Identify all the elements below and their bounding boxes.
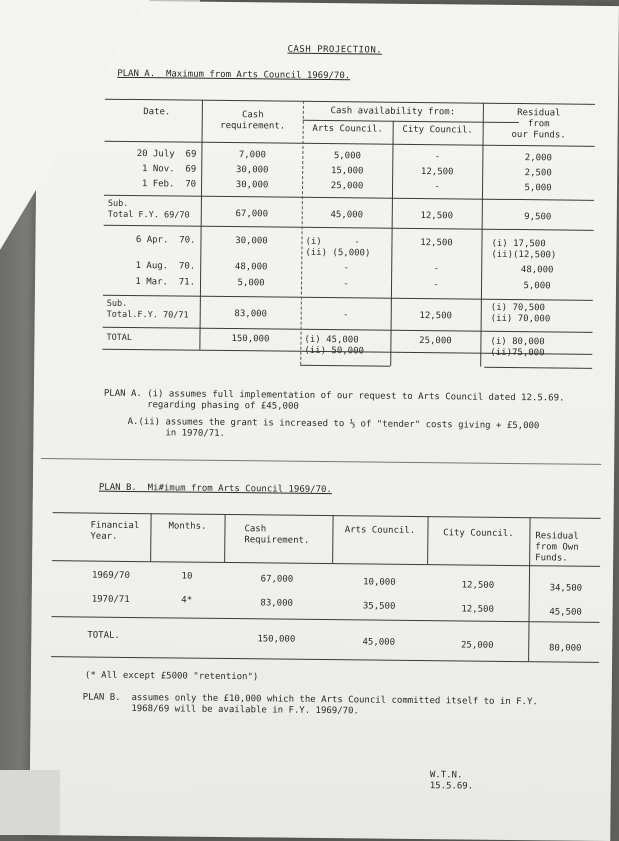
row-city: - (434, 152, 441, 163)
row-arts: 35,500 (362, 601, 396, 612)
row-date: 1 Feb. 70 (141, 179, 197, 190)
row-date: 1 Aug. 70. (135, 261, 196, 272)
row-city: - (434, 182, 440, 193)
subtotal-arts: 45,000 (330, 210, 364, 221)
subtotal-residual: (i) 70,500 (ii) 70,000 (490, 302, 551, 325)
document-page (29, 0, 619, 841)
plan-a-col-4 (480, 103, 484, 367)
subtotal-residual: 9,500 (524, 212, 552, 223)
plan-b-heading: PLAN B. Mi#imum from Arts Council 1969/70. (98, 482, 332, 496)
plan-a-top-rule (105, 99, 595, 105)
plan-a-col-2 (300, 101, 304, 365)
header-cash-requirement: Cash requirement. (220, 110, 286, 132)
row-residual: (i) 17,500 (ii)(12,500) (491, 238, 557, 261)
row-date: 1 Nov. 69 (141, 164, 197, 175)
plan-a-rule-5 (103, 327, 593, 333)
plan-b-col-5 (528, 517, 531, 661)
plan-a-total-box-rule (300, 365, 390, 367)
row-city: 12,500 (461, 580, 495, 591)
row-cash: 83,000 (260, 598, 293, 609)
plan-a-note-2: A.(ii) assumes the grant is increased to ⅓ of "tender" costs giving + £5,000 in 1970/71. (127, 416, 540, 439)
plan-a-heading: PLAN A. Maximum from Arts Council 1969/70. (117, 68, 351, 82)
plan-b-col-1 (150, 513, 152, 561)
total-arts: (i) 45,000 (ii) 50,000 (304, 334, 364, 357)
row-cash: 30,000 (235, 236, 268, 247)
row-arts: - (343, 279, 349, 290)
row-date: 20 July 69 (136, 149, 197, 160)
subtotal-city: 12,500 (419, 311, 453, 322)
subtotal-label: Sub. Total.F.Y. 70/71 (106, 298, 189, 321)
row-arts: (i) - (ii) (5,000) (305, 236, 371, 259)
total-label: TOTAL. (87, 630, 120, 641)
plan-b-rule (52, 616, 600, 623)
header-residual: Residual from Own Funds. (535, 531, 579, 564)
row-arts: 15,000 (330, 166, 364, 177)
row-cash: 7,000 (238, 150, 266, 161)
row-date: 6 Apr. 70. (135, 235, 196, 246)
header-months: Months. (168, 521, 207, 532)
plan-a-header-rule (105, 141, 595, 147)
total-label: TOTAL (106, 332, 133, 344)
row-arts: - (343, 263, 349, 274)
row-city: 12,500 (420, 238, 453, 249)
total-residual: (i) 80,000 (ii)75,000 (490, 336, 545, 359)
row-cash: 67,000 (260, 574, 294, 585)
header-cash-availability: Cash availability from: (330, 106, 456, 118)
row-residual: 2,000 (524, 153, 552, 164)
row-arts: 25,000 (330, 181, 364, 192)
total-cash: 150,000 (231, 334, 270, 345)
row-fy: 1969/70 (91, 570, 130, 581)
plan-b-header-rule (52, 560, 600, 567)
plan-a-rule-3 (104, 225, 594, 231)
row-cash: 30,000 (235, 180, 269, 191)
row-residual: 5,000 (523, 281, 551, 292)
plan-a-note-1: PLAN A. (i) assumes full implementation of our request to Arts Council dated 12.5.69. regarding phasing of £45,000 (103, 388, 565, 412)
row-city: 12,500 (420, 167, 454, 178)
row-date: 1 Mar. 71. (135, 277, 196, 288)
plan-b-col-2 (224, 514, 226, 562)
total-arts: 45,000 (362, 637, 396, 648)
plan-a-col-1 (199, 100, 203, 350)
row-cash: 30,000 (235, 165, 269, 176)
header-arts-council: Arts Council. (344, 525, 416, 536)
document-title: CASH PROJECTION. (287, 44, 383, 56)
subtotal-cash: 83,000 (234, 309, 268, 320)
row-fy: 1970/71 (91, 594, 130, 605)
subtotal-label: Sub. Total F.Y. 69/70 (107, 198, 190, 221)
total-city: 25,000 (419, 336, 452, 347)
row-months: 4* (181, 595, 193, 606)
total-residual: 80,000 (548, 643, 582, 654)
total-cash: 150,000 (257, 634, 296, 645)
subtotal-city: 12,500 (420, 211, 454, 222)
plan-b-bottom-rule (51, 656, 599, 663)
row-city: - (433, 264, 439, 275)
row-residual: 5,000 (524, 183, 552, 194)
subtotal-cash: 67,000 (235, 209, 269, 220)
header-residual: Residual from our Funds. (511, 108, 566, 141)
row-residual: 45,500 (549, 607, 582, 618)
plan-b-footnote: (* All except £5000 "retention") (84, 670, 259, 683)
plan-a-total-box-rule-2 (484, 367, 592, 369)
row-city: - (433, 280, 439, 291)
plan-b-col-3 (332, 515, 334, 563)
row-cash: 5,000 (237, 278, 265, 289)
header-city-council: City Council. (402, 124, 473, 136)
plan-b-col-4 (427, 516, 429, 564)
header-arts-council: Arts Council. (312, 123, 383, 135)
row-residual: 2,500 (524, 168, 552, 179)
row-arts: 10,000 (363, 577, 396, 588)
row-residual: 34,500 (549, 583, 583, 594)
paper-edge (0, 770, 60, 835)
subtotal-arts: - (342, 310, 349, 321)
signature-initials-date: W.T.N. 15.5.69. (429, 770, 474, 792)
total-city: 25,000 (460, 640, 494, 651)
header-city-council: City Council. (443, 528, 514, 540)
row-months: 10 (181, 571, 193, 582)
row-arts: 5,000 (333, 151, 361, 162)
row-residual: 48,000 (520, 265, 554, 276)
plan-b-note: PLAN B. assumes only the £10,000 which the Arts Council committed itself to in F.Y. 1968/69 will be available in F.Y. 1969/70. (82, 692, 538, 717)
row-city: 12,500 (461, 604, 494, 615)
header-cash-requirement: Cash Requirement. (244, 524, 310, 546)
header-date: Date. (143, 107, 171, 118)
section-divider (41, 458, 601, 465)
header-financial-year: Financial Year. (90, 520, 140, 542)
plan-b-top-rule (53, 512, 601, 519)
row-cash: 48,000 (234, 262, 268, 273)
